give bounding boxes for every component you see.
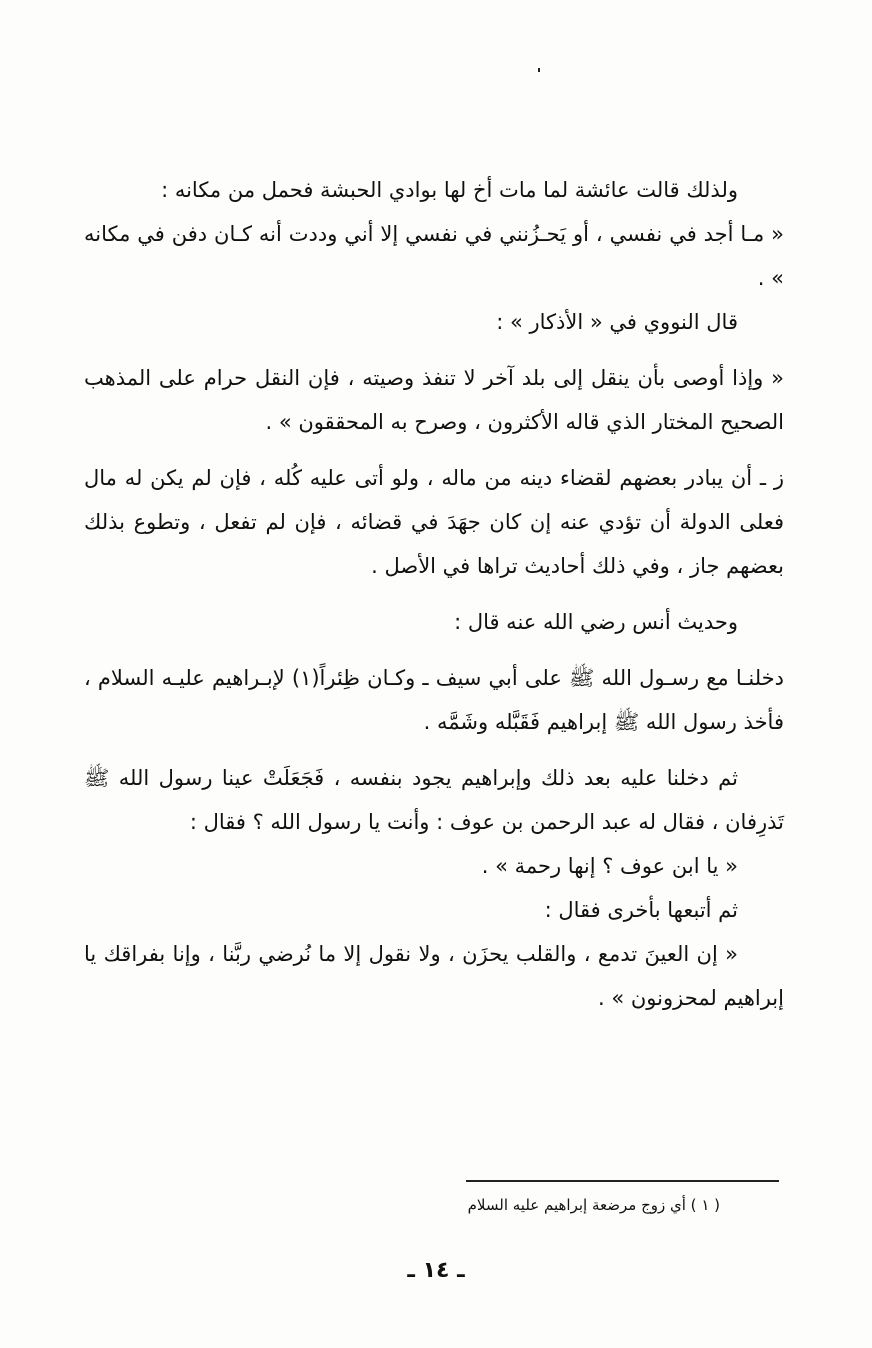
paragraph-hadith-2: ثم دخلنا عليه بعد ذلك وإبراهيم يجود بنفسه ، فَجَعَلَتْ عينا رسول الله ﷺ تَذرِفان ، فقال له عبد الرحمن بن عوف : وأنت يا رسول الله ؟ فقال : bbox=[84, 766, 784, 834]
paragraph-hadith-3: ثم أتبعها بأخرى فقال : bbox=[544, 898, 738, 922]
footnote-divider bbox=[466, 1180, 779, 1182]
quote-aisha: « مـا أجد في نفسي ، أو يَحـزُنني في نفسي إلا أني وددت أنه كـان دفن في مكانه » . bbox=[84, 222, 784, 290]
paragraph-aisha-intro: ولذلك قالت عائشة لما مات أخ لها بوادي الحبشة فحمل من مكانه : bbox=[161, 178, 738, 202]
page-body bbox=[84, 168, 784, 1020]
quote-rahma: « يا ابن عوف ؟ إنها رحمة » . bbox=[481, 854, 738, 878]
quote-nawawi: « وإذا أوصى بأن ينقل إلى بلد آخر لا تنفذ وصيته ، فإن النقل حرام على المذهب الصحيح المختار الذي قاله الأكثرون ، وصرح به المحققون » . bbox=[84, 366, 784, 434]
paragraph-nawawi-intro: قال النووي في « الأذكار » : bbox=[496, 310, 738, 334]
page-number: ـ ١٤ ـ bbox=[407, 1258, 465, 1283]
paragraph-debt: ز ـ أن يبادر بعضهم لقضاء دينه من ماله ، ولو أتى عليه كُله ، فإن لم يكن له مال فعلى الدولة أن تؤدي عنه إن كان جهَدَ في قضائه ، فإن لم تفعل ، وتطوع بذلك بعضهم جاز ، وفي ذلك أحاديث تراها في الأصل . bbox=[84, 466, 784, 578]
footnote: ( ١ ) أي زوج مرضعة إبراهيم عليه السلام bbox=[467, 1196, 720, 1214]
quote-final: « إن العينَ تدمع ، والقلب يحزَن ، ولا نقول إلا ما نُرضي ربَّنا ، وإنا بفراقك يا إبراهيم لمحزونون » . bbox=[84, 942, 784, 1010]
ink-mark bbox=[538, 68, 540, 72]
paragraph-anas-intro: وحديث أنس رضي الله عنه قال : bbox=[454, 610, 738, 634]
paragraph-hadith-1: دخلنـا مع رسـول الله ﷺ على أبي سيف ـ وكـان ظِئراً(١) لإبـراهيم عليـه السلام ، فأخذ رسول الله ﷺ إبراهيم فَقَبَّله وشَمَّه . bbox=[84, 666, 784, 734]
